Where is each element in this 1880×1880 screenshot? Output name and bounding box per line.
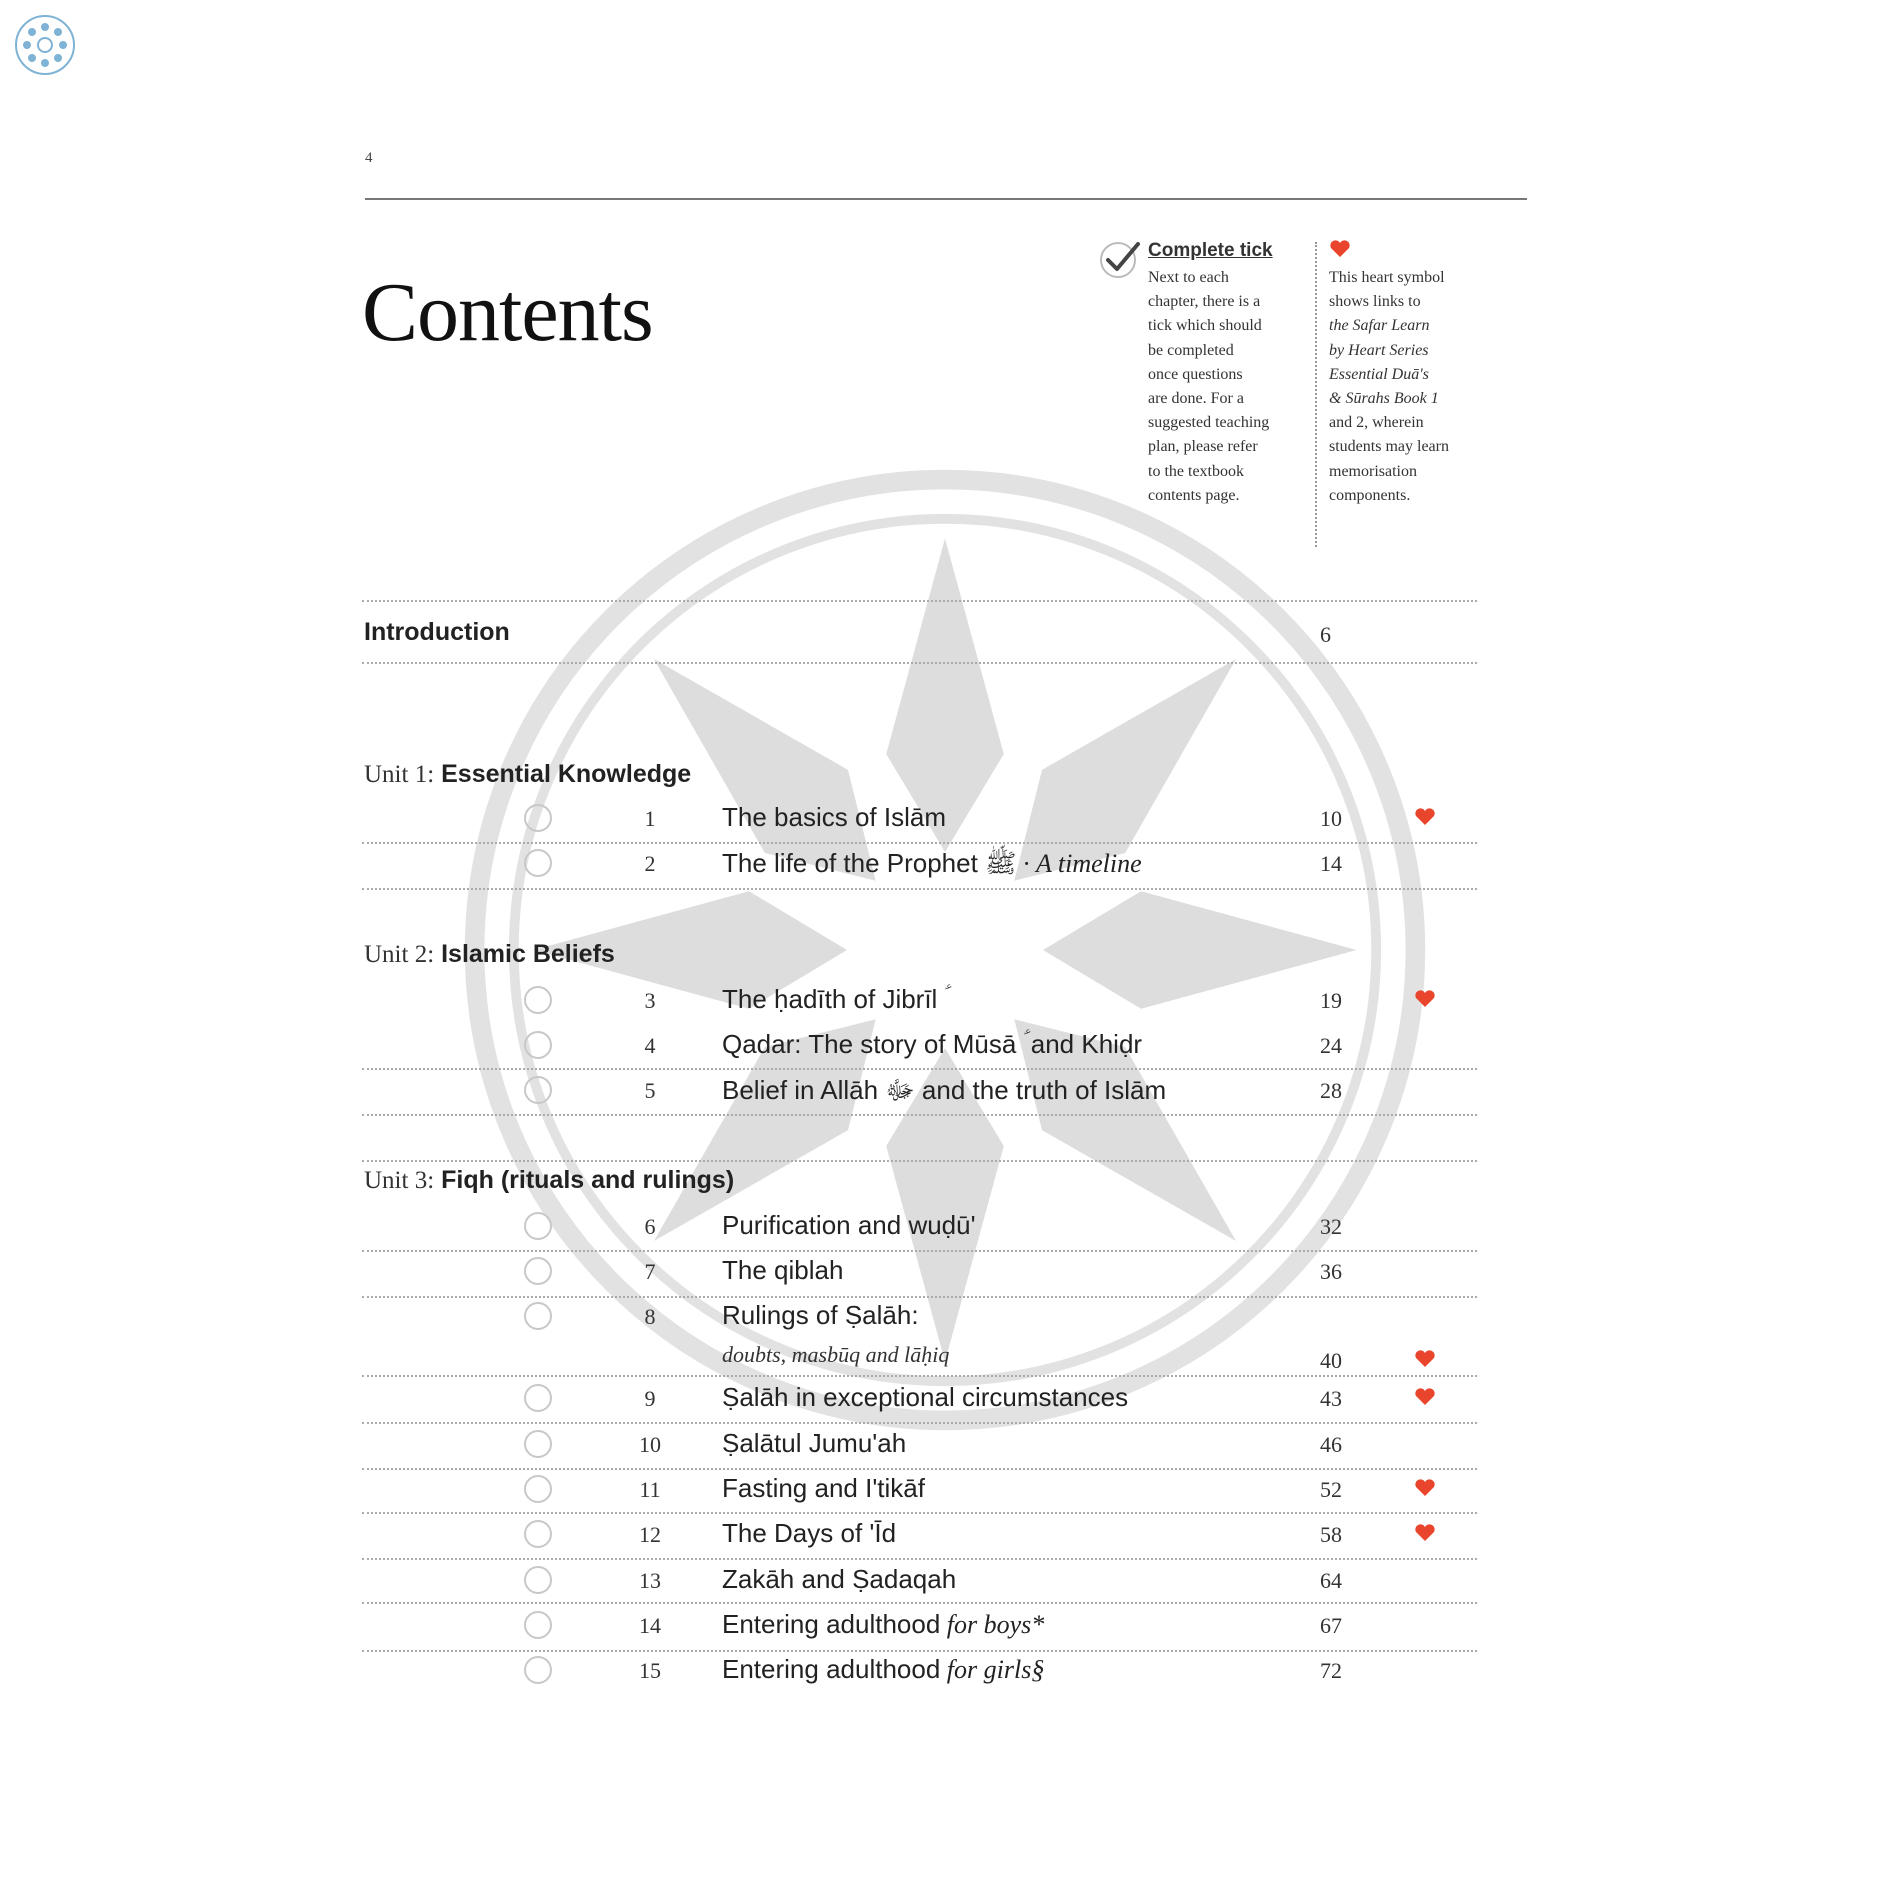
completion-tick-circle[interactable] bbox=[524, 1257, 552, 1285]
chapter-number: 10 bbox=[639, 1432, 661, 1457]
chapter-row bbox=[0, 800, 1880, 840]
chapter-title: The basics of Islām bbox=[722, 802, 946, 832]
completion-tick-circle[interactable] bbox=[524, 1475, 552, 1503]
chapter-page: 72 bbox=[1320, 1658, 1342, 1683]
chapter-row bbox=[0, 1471, 1880, 1511]
dotted-divider bbox=[362, 1296, 1477, 1298]
legend-heart-text: This heart symbol shows links to the Safar Learn by Heart Series Essential Duā's & Sūrahs Book 1 and 2, wherein students may learn memorisation components. bbox=[1329, 269, 1449, 504]
completion-tick-circle[interactable] bbox=[524, 1212, 552, 1240]
chapter-title: Entering adulthood for girls§ bbox=[722, 1654, 1045, 1684]
chapter-title-italic: for girls§ bbox=[940, 1655, 1045, 1684]
completion-tick-circle[interactable] bbox=[524, 1031, 552, 1059]
heart-icon bbox=[1414, 990, 1436, 1008]
completion-tick-circle[interactable] bbox=[524, 1566, 552, 1594]
unit-heading: Unit 3: Fiqh (rituals and rulings) bbox=[364, 1166, 735, 1194]
chapter-number: 13 bbox=[639, 1568, 661, 1593]
chapter-row bbox=[0, 1298, 1880, 1373]
heart-icon bbox=[1414, 1524, 1436, 1542]
chapter-row bbox=[0, 1652, 1880, 1692]
chapter-title-italic: for boys* bbox=[940, 1610, 1045, 1639]
heart-icon bbox=[1414, 1350, 1436, 1368]
completion-tick-circle[interactable] bbox=[524, 1302, 552, 1330]
chapter-page: 40 bbox=[1320, 1348, 1342, 1373]
chapter-page: 19 bbox=[1320, 988, 1342, 1013]
completion-tick-circle[interactable] bbox=[524, 1520, 552, 1548]
heart-icon bbox=[1414, 808, 1436, 826]
page-title: Contents bbox=[362, 266, 653, 360]
chapter-row bbox=[0, 1072, 1880, 1112]
top-rule bbox=[365, 198, 1527, 200]
chapter-page: 43 bbox=[1320, 1386, 1342, 1411]
introduction-page: 6 bbox=[1320, 622, 1331, 647]
chapter-row bbox=[0, 845, 1880, 885]
chapter-number: 9 bbox=[644, 1386, 656, 1411]
completion-tick-circle[interactable] bbox=[524, 1076, 552, 1104]
chapter-number: 8 bbox=[644, 1304, 656, 1329]
chapter-page: 46 bbox=[1320, 1432, 1342, 1457]
completion-tick-circle[interactable] bbox=[524, 804, 552, 832]
chapter-row bbox=[0, 1562, 1880, 1602]
chapter-number: 15 bbox=[639, 1658, 661, 1683]
chapter-page: 14 bbox=[1320, 851, 1342, 876]
chapter-number: 12 bbox=[639, 1522, 661, 1547]
logo-icon bbox=[14, 14, 76, 76]
chapter-title-italic: · A timeline bbox=[1016, 849, 1142, 878]
chapter-page: 10 bbox=[1320, 806, 1342, 831]
chapter-title: Zakāh and Ṣadaqah bbox=[722, 1564, 957, 1594]
introduction-label: Introduction bbox=[364, 618, 510, 646]
chapter-title: Fasting and I'tikāf bbox=[722, 1473, 925, 1503]
legend-tick-text: Next to each chapter, there is a tick which should be completed once questions are done. For a suggested teaching plan, please refer to the textbook contents page. bbox=[1148, 269, 1270, 504]
chapter-title: Belief in Allāh ﷻ and the truth of Islām bbox=[722, 1075, 1167, 1105]
chapter-page: 32 bbox=[1320, 1214, 1342, 1239]
chapter-row bbox=[0, 1607, 1880, 1647]
dotted-divider bbox=[362, 1650, 1477, 1652]
chapter-row bbox=[0, 1208, 1880, 1248]
dotted-divider bbox=[362, 842, 1477, 844]
completion-tick-circle[interactable] bbox=[524, 1384, 552, 1412]
chapter-title: Ṣalāh in exceptional circumstances bbox=[722, 1382, 1129, 1412]
chapter-row bbox=[0, 1380, 1880, 1420]
chapter-subtitle: doubts, masbūq and lāḥiq bbox=[722, 1342, 950, 1367]
chapter-row bbox=[0, 1426, 1880, 1466]
chapter-page: 24 bbox=[1320, 1033, 1342, 1058]
legend-divider bbox=[1315, 242, 1317, 547]
chapter-page: 64 bbox=[1320, 1568, 1342, 1593]
page-number: 4 bbox=[365, 150, 373, 166]
chapter-page: 52 bbox=[1320, 1477, 1342, 1502]
chapter-title: The life of the Prophet ﷺ · A timeline bbox=[722, 848, 1142, 878]
dotted-divider bbox=[362, 888, 1477, 890]
unit-heading: Unit 1: Essential Knowledge bbox=[364, 760, 692, 788]
chapter-title: The qiblah bbox=[722, 1255, 844, 1285]
legend-tick-title: Complete tick bbox=[1148, 240, 1273, 261]
dotted-divider bbox=[362, 600, 1477, 602]
chapter-row bbox=[0, 1027, 1880, 1067]
chapter-number: 11 bbox=[639, 1477, 661, 1502]
completion-tick-circle[interactable] bbox=[524, 1430, 552, 1458]
chapter-title: Ṣalātul Jumu'ah bbox=[722, 1428, 907, 1458]
chapter-title: Rulings of Ṣalāh: bbox=[722, 1300, 919, 1330]
chapter-number: 3 bbox=[644, 988, 656, 1013]
dotted-divider bbox=[362, 1558, 1477, 1560]
dotted-divider bbox=[362, 1468, 1477, 1470]
chapter-page: 28 bbox=[1320, 1078, 1342, 1103]
chapter-page: 67 bbox=[1320, 1613, 1342, 1638]
heart-icon bbox=[1329, 240, 1351, 258]
chapter-page: 36 bbox=[1320, 1259, 1342, 1284]
chapter-number: 7 bbox=[644, 1259, 656, 1284]
chapter-row bbox=[0, 982, 1880, 1022]
chapter-page: 58 bbox=[1320, 1522, 1342, 1547]
chapter-number: 5 bbox=[644, 1078, 656, 1103]
chapter-number: 6 bbox=[644, 1214, 656, 1239]
chapter-number: 2 bbox=[644, 851, 656, 876]
chapter-title: The Days of 'Īd bbox=[722, 1518, 897, 1548]
chapter-title: Purification and wuḍū' bbox=[722, 1210, 976, 1240]
chapter-number: 1 bbox=[644, 806, 656, 831]
chapter-number: 14 bbox=[639, 1613, 661, 1638]
chapter-title: Entering adulthood for boys* bbox=[722, 1609, 1045, 1639]
chapter-number: 4 bbox=[644, 1033, 656, 1058]
chapter-title: Qadar: The story of Mūsā ؑ and Khiḍr bbox=[722, 1029, 1143, 1059]
dotted-divider bbox=[362, 1422, 1477, 1424]
dotted-divider bbox=[362, 1068, 1477, 1070]
completion-tick-circle[interactable] bbox=[524, 849, 552, 877]
dotted-divider bbox=[362, 662, 1477, 664]
completion-tick-circle[interactable] bbox=[524, 1611, 552, 1639]
unit-heading: Unit 2: Islamic Beliefs bbox=[364, 940, 615, 968]
dotted-divider bbox=[362, 1160, 1477, 1162]
chapter-row bbox=[0, 1253, 1880, 1293]
chapter-title: The ḥadīth of Jibrīl ؑ bbox=[722, 984, 945, 1014]
complete-tick-icon bbox=[1098, 236, 1142, 280]
completion-tick-circle[interactable] bbox=[524, 986, 552, 1014]
dotted-divider bbox=[362, 1375, 1477, 1377]
heart-icon bbox=[1414, 1479, 1436, 1497]
dotted-divider bbox=[362, 1602, 1477, 1604]
dotted-divider bbox=[362, 1114, 1477, 1116]
completion-tick-circle[interactable] bbox=[524, 1656, 552, 1684]
dotted-divider bbox=[362, 1512, 1477, 1514]
heart-icon bbox=[1414, 1388, 1436, 1406]
dotted-divider bbox=[362, 1250, 1477, 1252]
chapter-row bbox=[0, 1516, 1880, 1556]
